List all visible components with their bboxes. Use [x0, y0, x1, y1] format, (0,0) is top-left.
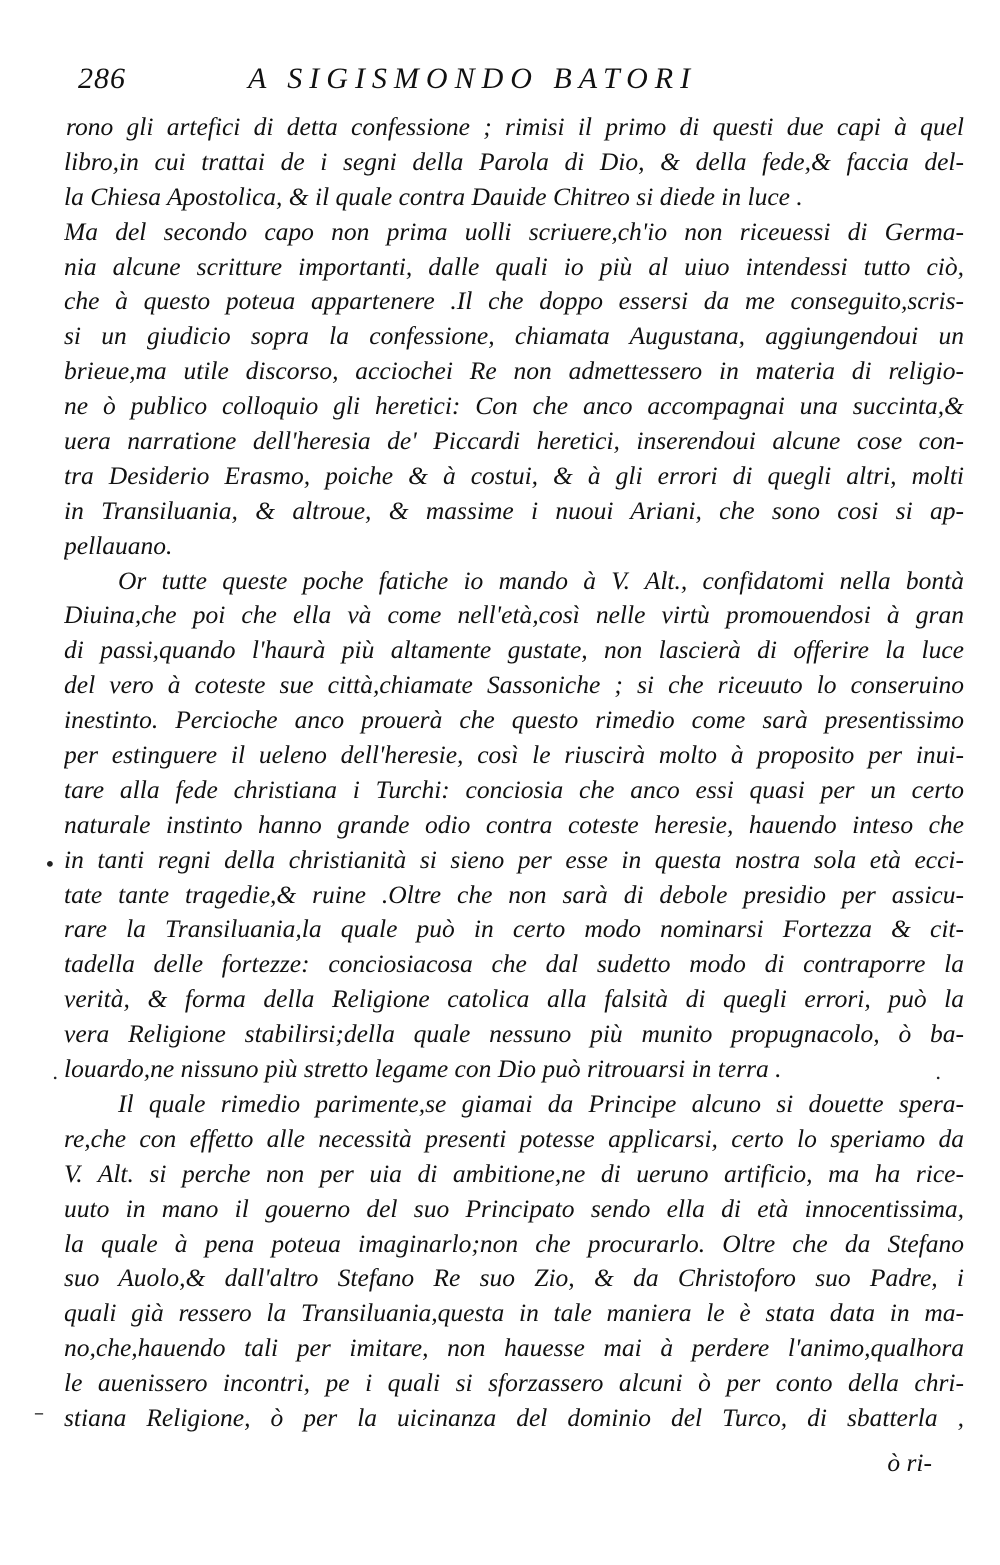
text-line: per estinguere il ueleno dell'heresie, così le riuscirà molto à proposito per inui-	[64, 740, 964, 770]
text-line: suo Auolo,& dall'altro Stefano Re suo Zio, & da Christoforo suo Padre, i	[64, 1263, 964, 1293]
text-line: libro,in cui trattai de i segni della Parola di Dio, & della fede,& faccia del-	[64, 146, 964, 176]
text-line: del vero à coteste sue città,chiamate Sassoniche ; si che riceuuto lo conseruino	[64, 670, 964, 700]
running-head: A SIGISMONDO BATORI	[248, 62, 698, 95]
text-line: stiana Religione, ò per la uicinanza del dominio del Turco, di sbatterla ,	[64, 1402, 964, 1432]
text-line: re,che con effetto alle necessità presenti potesse applicarsi, certo lo speriamo da	[64, 1123, 964, 1153]
margin-dot-mark: •	[44, 852, 56, 876]
text-line: pellauano.	[64, 530, 173, 560]
catchword: ò ri-	[887, 1448, 932, 1477]
text-line: rare la Transiluania,la quale può in certo modo nominarsi Fortezza & cit-	[64, 914, 964, 944]
text-line: V. Alt. si perche non per uia di ambitione,ne di ueruno artificio, ma ha rice-	[64, 1158, 964, 1188]
text-line: vera Religione stabilirsi;della quale nessuno più munito propugnacolo, ò ba-	[64, 1019, 964, 1049]
text-line: nia alcune scritture importanti, dalle quali io più al uiuo intendessi tutto ciò,	[64, 251, 964, 281]
text-line: uuto in mano il gouerno del suo Principato sendo ella di età innocentissima,	[64, 1193, 964, 1223]
text-line: tare alla fede christiana i Turchi: conciosia che anco essi quasi per un certo	[64, 774, 964, 804]
text-line: uera narratione dell'heresia de' Piccardi heretici, inserendoui alcune cose con-	[64, 426, 964, 456]
text-line: Diuina,che poi che ella và come nell'età,così nelle virtù promouendosi à gran	[64, 600, 964, 630]
text-line: ne ò publico colloquio gli heretici: Con che anco accompagnai una succinta,&	[64, 391, 964, 421]
text-line: Ma del secondo capo non prima uolli scriuere,ch'io non riceuessi di Germa-	[64, 216, 964, 246]
page-header	[78, 62, 958, 102]
text-line: Il quale rimedio parimente,se giamai da Principe alcuno si douette spera-	[118, 1088, 964, 1118]
text-line: si un giudicio sopra la confessione, chiamata Augustana, aggiungendoui un	[64, 321, 964, 351]
text-line: tate tante tragedie,& ruine .Oltre che non sarà di debole presidio per assicu-	[64, 879, 964, 909]
margin-dash-mark: –	[34, 1400, 44, 1424]
body-text	[64, 110, 964, 1436]
text-line: rono gli artefici di detta confessione ; rimisi il primo di questi due capi à quel	[66, 112, 964, 141]
text-line: tra Desiderio Erasmo, poiche & à costui, & à gli errori di quegli altri, molti	[64, 460, 964, 490]
text-line: di passi,quando l'haurà più altamente gustate, non lascierà di offerire la luce	[64, 635, 964, 665]
margin-dot-mark: .	[52, 1060, 59, 1084]
text-line: in tanti regni della christianità si sieno per esse in questa nostra sola età ecci-	[64, 844, 964, 874]
text-line: louardo,ne nissuno più stretto legame con Dio può ritrouarsi in terra .	[64, 1054, 782, 1084]
text-line: naturale instinto hanno grande odio contra coteste heresie, hauendo inteso che	[64, 809, 964, 839]
text-line: in Transiluania, & altroue, & massime i nuoui Ariani, che sono cosi si ap-	[64, 495, 964, 525]
text-line: tadella delle fortezze: conciosiacosa che dal sudetto modo di contraporre la	[64, 949, 964, 979]
text-line: le auenissero incontri, pe i quali si sforzassero alcuni ò per conto della chri-	[64, 1368, 964, 1398]
margin-dot-mark: .	[935, 1060, 942, 1084]
text-line: no,che,hauendo tali per imitare, non hauesse mai à perdere l'animo,qualhora	[64, 1333, 964, 1363]
text-line: che à questo poteua appartenere .Il che doppo essersi da me conseguito,scris-	[64, 286, 964, 316]
page-number: 286	[78, 62, 126, 95]
text-line: brieue,ma utile discorso, acciochei Re non admettessero in materia di religio-	[64, 356, 964, 386]
text-line: inestinto. Percioche anco prouerà che questo rimedio come sarà presentissimo	[64, 705, 964, 735]
text-line: quali già ressero la Transiluania,questa in tale maniera le è stata data in ma-	[64, 1298, 964, 1328]
text-line: la Chiesa Apostolica, & il quale contra Dauide Chitreo si diede in luce .	[64, 181, 803, 211]
text-line: verità, & forma della Religione catolica alla falsità di quegli errori, può la	[64, 984, 964, 1014]
text-line: la quale à pena poteua imaginarlo;non che procurarlo. Oltre che da Stefano	[64, 1228, 964, 1258]
text-line: Or tutte queste poche fatiche io mando à V. Alt., confidatomi nella bontà	[118, 565, 964, 595]
